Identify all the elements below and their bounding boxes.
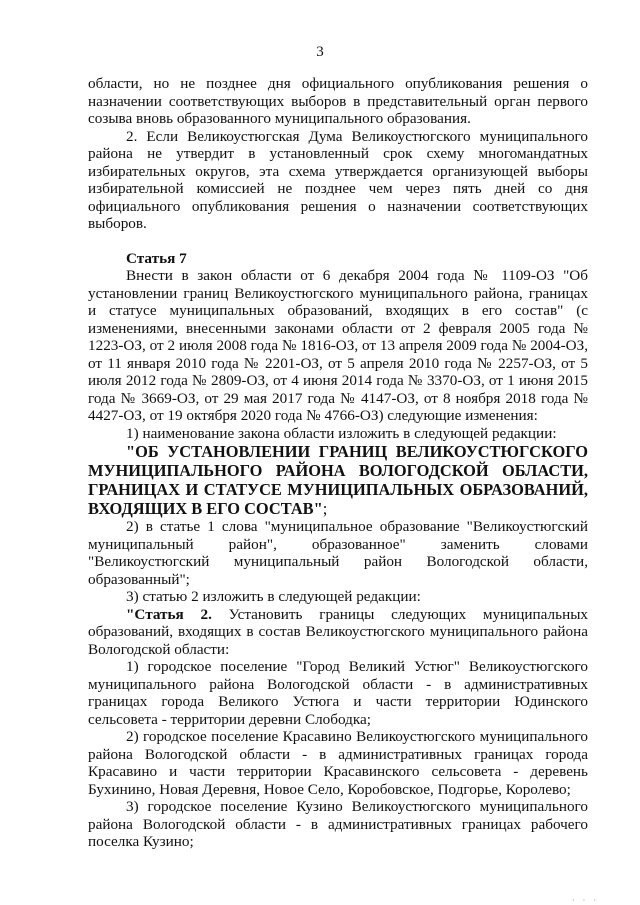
article-heading: Статья 7 bbox=[126, 249, 187, 267]
amendment-item-2: 2) в статье 1 слова "муниципальное образование "Великоустюгский муниципальный район", образованное" заменить словами "Великоустюгский муниципальный район Вологодской области, образованный"; bbox=[88, 518, 588, 588]
paragraph-clause-2: 2. Если Великоустюгская Дума Великоустюгского муниципального района не утвердит в установленный срок схему многомандатных избирательных округов, эта схема утверждается организующей выборы избирательной комиссией не позднее чем через пять дней со дня официального опубликования решения о назначении соответствующих выборов. bbox=[88, 127, 588, 232]
paragraph-continuation: области, но не позднее дня официального опубликования решения о назначении соответствующих выборов в представительный орган первого созыва вновь образованного муниципального образования. bbox=[88, 75, 588, 127]
settlement-item-3: 3) городское поселение Кузино Великоустюгского муниципального района Вологодской области - в административных границах рабочего поселка Кузино; bbox=[88, 798, 588, 850]
quoted-article-2 bbox=[88, 606, 588, 659]
quoted-article-text: Установить границы следующих муниципальных образований, входящих в состав Великоустюгского муниципального района Вологодской области: bbox=[88, 605, 588, 658]
amendment-item-3: 3) статью 2 изложить в следующей редакции: bbox=[126, 588, 421, 605]
page-number: 3 bbox=[316, 44, 324, 60]
scan-mark: · · · bbox=[572, 896, 599, 905]
amendment-item-1: 1) наименование закона области изложить в следующей редакции: bbox=[126, 424, 557, 442]
document-body bbox=[88, 75, 588, 851]
article-intro: Внести в закон области от 6 декабря 2004 года № 1109-ОЗ "Об установлении границ Великоустюгского муниципального района, границах и статусе муниципальных образований, входящих в его состав" (с изменениями, внесенными законами области от 2 февраля 2005 года № 1223-ОЗ, от 2 июля 2008 года № 1816-ОЗ, от 13 апреля 2009 года № 2004-ОЗ, от 11 января 2010 года № 2201-ОЗ, от 5 апреля 2010 года № 2257-ОЗ, от 5 июля 2012 года № 2809-ОЗ, от 4 июня 2014 года № 3370-ОЗ, от 1 июня 2015 года № 3669-ОЗ, от 29 мая 2017 года № 4147-ОЗ, от 8 ноября 2018 года № 4427-ОЗ, от 19 октября 2020 года № 4766-ОЗ) следующие изменения: bbox=[88, 267, 588, 424]
new-law-title bbox=[88, 442, 588, 518]
settlement-item-2: 2) городское поселение Красавино Великоустюгского муниципального района Вологодской области - в административных границах города Красавино и части территории Красавинского сельсовета - деревень Бухинино, Новая Деревня, Новое Село, Коробовское, Подгорье, Королево; bbox=[88, 728, 588, 798]
quoted-article-label: "Статья 2. bbox=[126, 605, 212, 623]
new-law-title-text: "ОБ УСТАНОВЛЕНИИ ГРАНИЦ ВЕЛИКОУСТЮГСКОГО МУНИЦИПАЛЬНОГО РАЙОНА ВОЛОГОДСКОЙ ОБЛАСТИ, ГРАНИЦАХ И СТАТУСЕ МУНИЦИПАЛЬНЫХ ОБРАЗОВАНИЙ, ВХОДЯЩИХ В ЕГО СОСТАВ" bbox=[88, 442, 588, 518]
new-law-title-tail: ; bbox=[322, 499, 328, 518]
settlement-item-1: 1) городское поселение "Город Великий Устюг" Великоустюгского муниципального района Вологодской области - в административных границах города Великого Устюга и части территории Юдинского сельсовета - территории деревни Слободка; bbox=[88, 658, 588, 728]
